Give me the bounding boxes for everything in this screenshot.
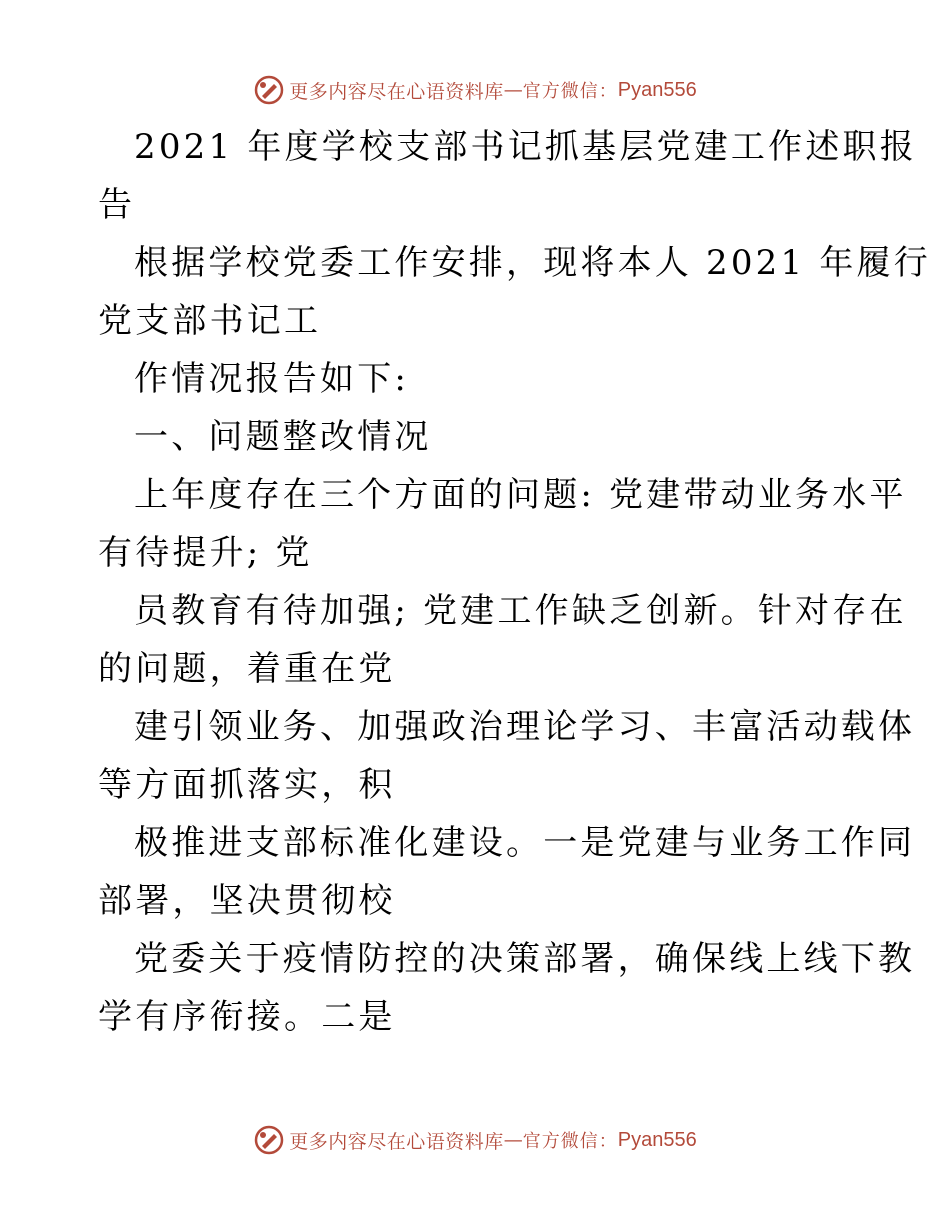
watermark-wechat-label: 官方微信： bbox=[522, 81, 618, 102]
paragraph-line: 员教育有待加强; 党建工作缺乏创新。针对存在 bbox=[134, 591, 907, 631]
paragraph-line: 建引领业务、加强政治理论学习、丰富活动载体 bbox=[134, 707, 916, 747]
title-line-1: 2021 年度学校支部书记抓基层党建工作述职报 bbox=[134, 127, 917, 167]
watermark-banner-top bbox=[0, 70, 950, 110]
watermark-wechat-id: Pyan556 bbox=[617, 1128, 697, 1151]
watermark-site-text: 更多内容尽在心语资料库 bbox=[289, 1130, 504, 1153]
watermark-wechat-label: 官方微信： bbox=[522, 1131, 618, 1152]
paragraph-line: 学有序衔接。二是 bbox=[98, 997, 396, 1037]
paragraph-line: 党支部书记工 bbox=[98, 301, 322, 341]
paragraph-line: 上年度存在三个方面的问题: 党建带动业务水平 bbox=[134, 475, 907, 515]
paragraph-line: 作情况报告如下: bbox=[134, 359, 410, 399]
paragraph-line: 等方面抓落实，积 bbox=[98, 765, 396, 805]
watermark-separator: — bbox=[503, 1129, 523, 1151]
watermark-site-text: 更多内容尽在心语资料库 bbox=[289, 80, 504, 103]
logo-icon bbox=[253, 74, 285, 106]
logo-icon bbox=[253, 1124, 285, 1156]
paragraph-line: 部署，坚决贯彻校 bbox=[98, 881, 396, 921]
title-line-2: 告 bbox=[98, 185, 136, 225]
paragraph-line: 根据学校党委工作安排，现将本人 2021 年履行 bbox=[134, 243, 931, 283]
document-body bbox=[98, 118, 931, 1046]
section-heading: 一、问题整改情况 bbox=[134, 417, 432, 457]
watermark-separator: — bbox=[503, 79, 523, 101]
watermark-banner-bottom bbox=[0, 1120, 950, 1160]
paragraph-line: 的问题，着重在党 bbox=[98, 649, 396, 689]
paragraph-line: 极推进支部标准化建设。一是党建与业务工作同 bbox=[134, 823, 916, 863]
paragraph-line: 有待提升; 党 bbox=[98, 533, 313, 573]
paragraph-line: 党委关于疫情防控的决策部署，确保线上线下教 bbox=[134, 939, 916, 979]
watermark-wechat-id: Pyan556 bbox=[617, 78, 697, 101]
